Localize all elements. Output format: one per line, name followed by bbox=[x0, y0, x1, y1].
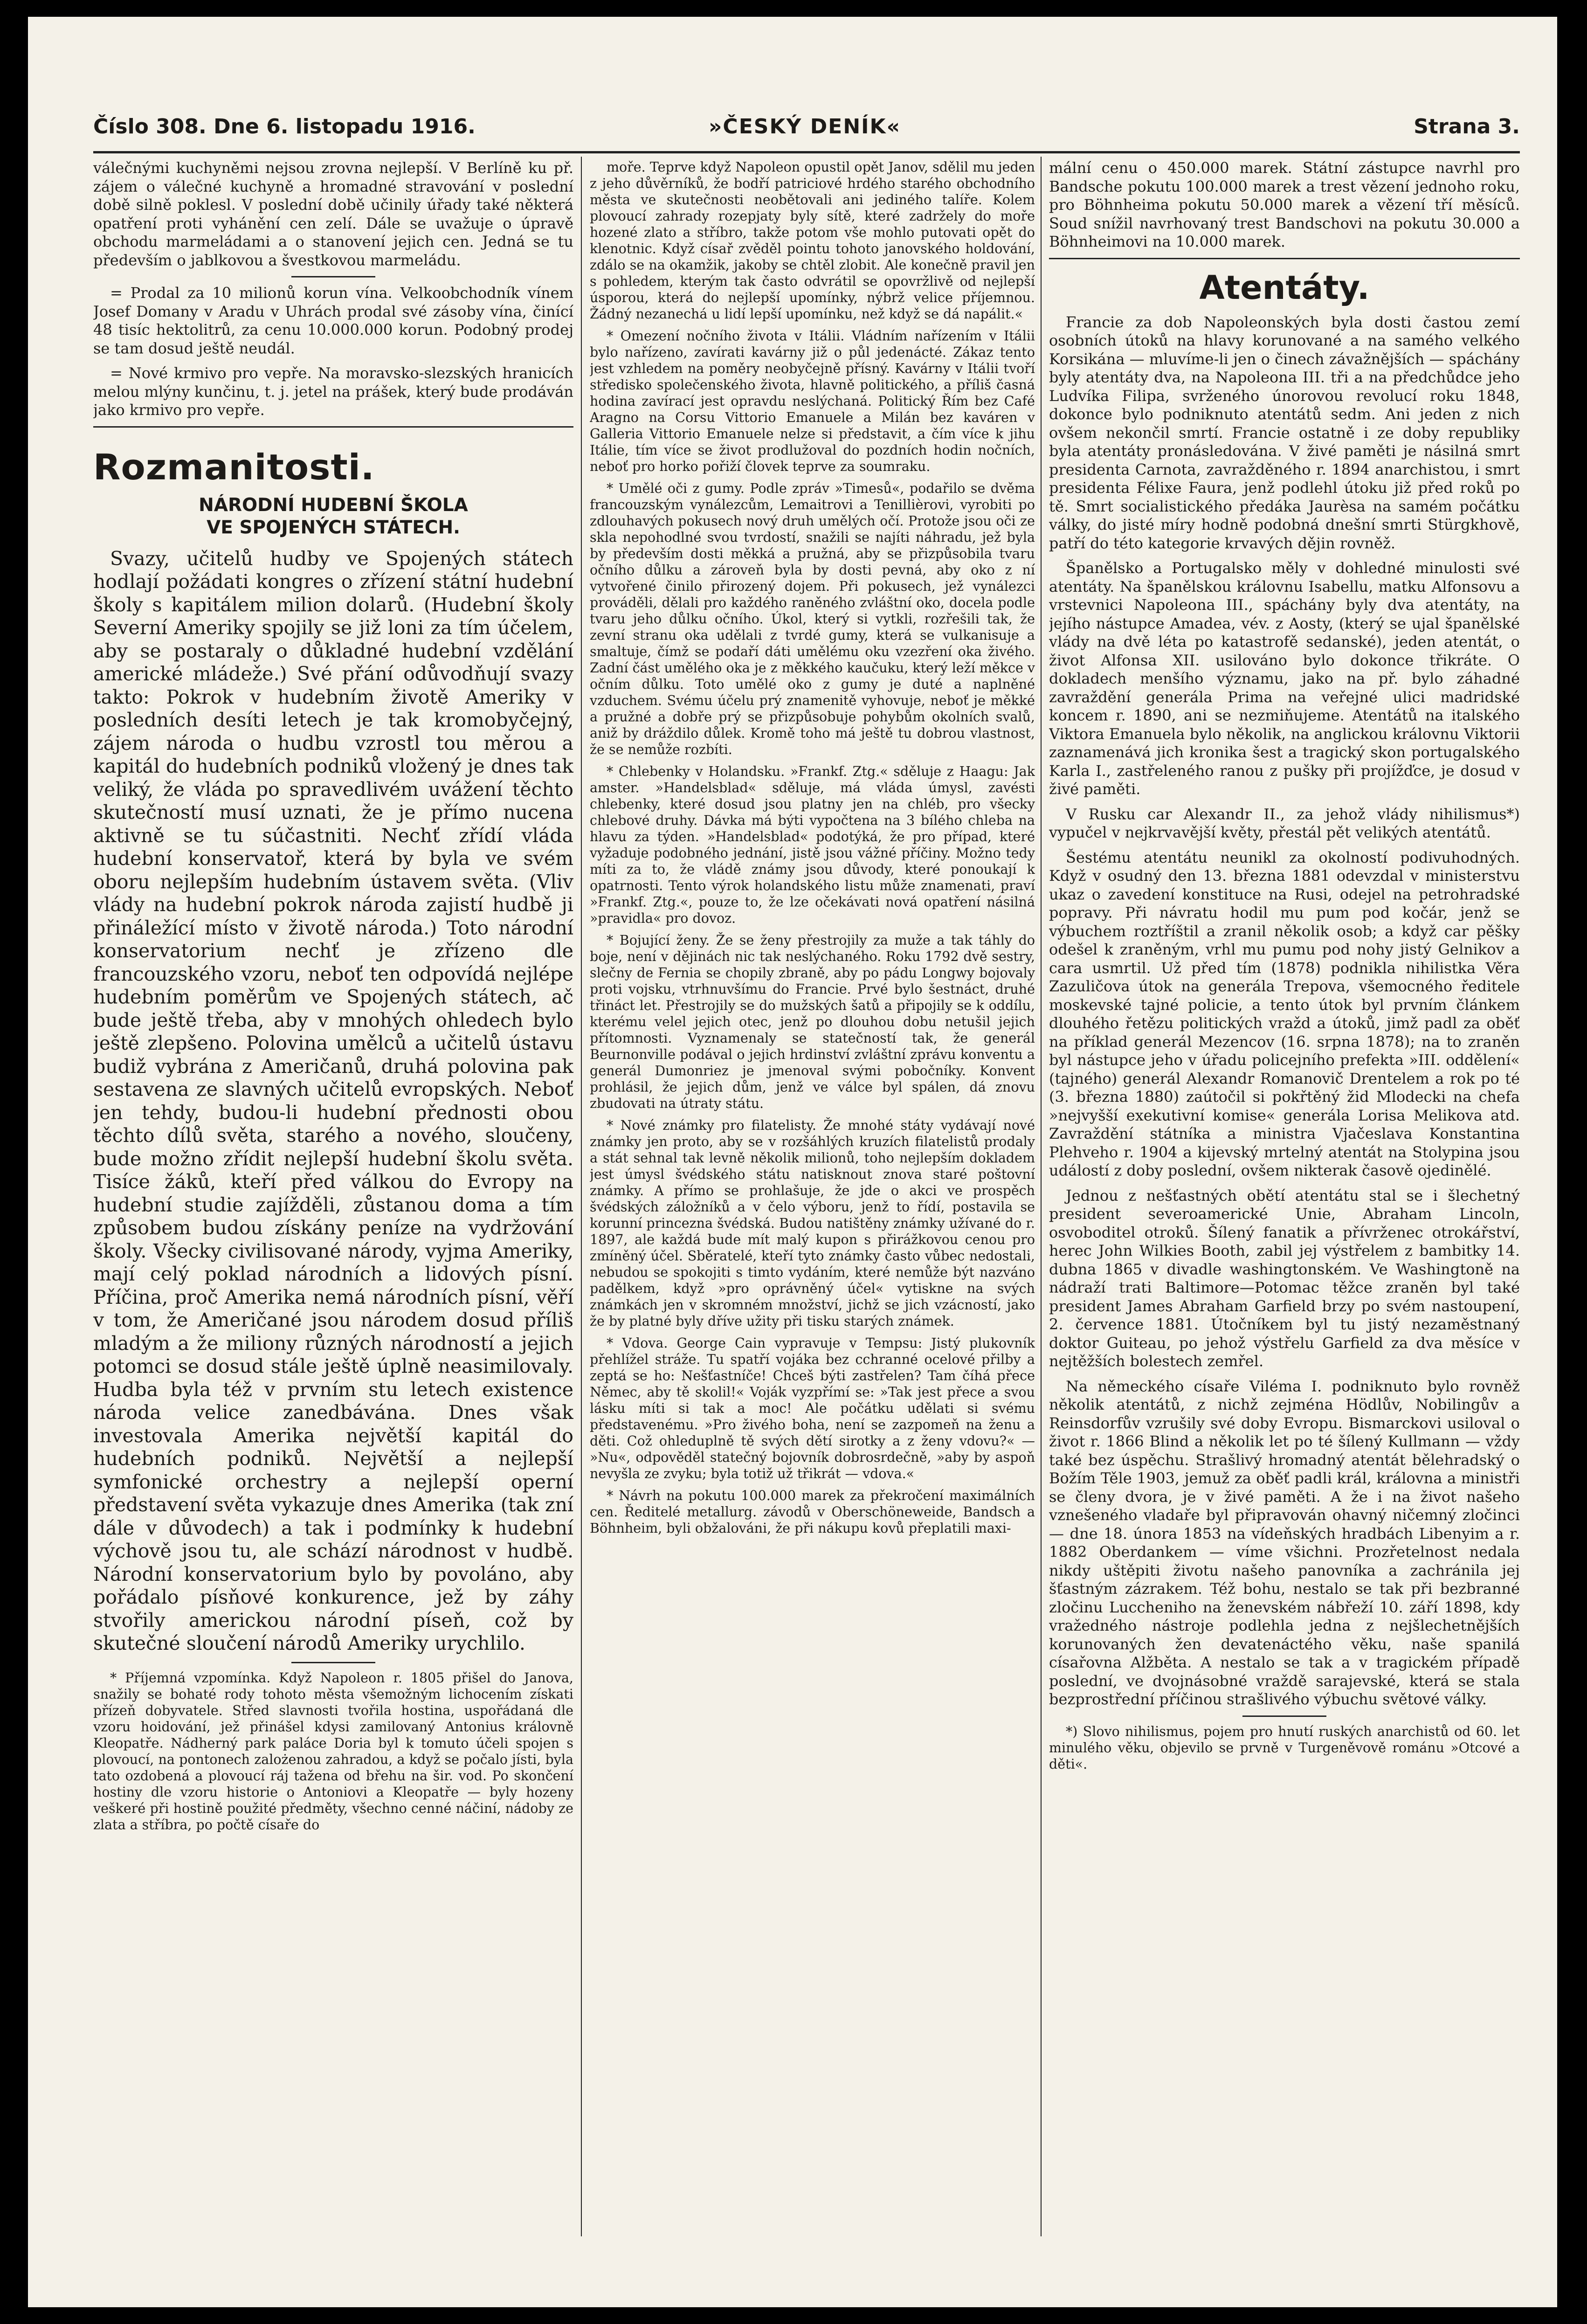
footnote: *) Slovo nihilismus, pojem pro hnutí ruských anarchistů od 60. let minulého věku, objevilo se prvně v Turgeněvově románu »Otcové a děti«. bbox=[1049, 1723, 1520, 1772]
headline-line: VE SPOJENÝCH STÁTECH. bbox=[207, 517, 460, 538]
column-3 bbox=[1049, 159, 1520, 2229]
text-paragraph: válečnými kuchyněmi nejsou zrovna nejlepší. V Berlíně ku př. zájem o válečné kuchyně a hromadné stravování v poslední době silně poklesl. V poslední době učinily úřady také některá opatření proti vyhánění cen zelí. Dále se uvažuje o úpravě obchodu marmeládami a o stanovení jejich cen. Jedná se tu především o jablkovou a švestkovou marmeládu. bbox=[93, 159, 573, 269]
masthead-rule bbox=[93, 151, 1520, 153]
newspaper-page bbox=[28, 17, 1557, 2307]
article-body: Na německého císaře Viléma I. podniknuto bylo rovněž několik atentátů, z nichž zejména Hödlův, Nobilingův a Reinsdorfův vzrušily své doby Evropu. Bismarckovi usiloval o život r. 1866 Blind a několik let po té šílený Kullmann — vždy také bez úspěchu. Strašlivý hromadný atentát bělehradský o Božím Těle 1903, jemuž za oběť padli král, královna a ministři se členy dvora, je v živé paměti. A že i na život našeho vznešeného vladaře byl připravován ohavný ničemný zločinci — dne 18. února 1853 na vídeňských hradbách Libenyim a r. 1882 Oberdankem — víme všichni. Prozřetelnost nedala nikdy uštěpiti životu našeho panovníka a zachránila jej šťastným zázrakem. Též bohu, nestalo se tak při bezbranné zločinu Luccheniho na ženevském nábřeží 10. září 1898, kdy vražedného nástroje podlehla jedna z nejšlechetnějších korunovaných žen devatenáctého věku, naše spanilá císařovna Alžběta. A nestalo se tak a v tragickém případě poslední, ve dvojnásobné vraždě sarajevské, která se stala bezprostřední příčinou strašlivého výbuchu světové války. bbox=[1049, 1377, 1520, 1708]
text-paragraph: * Vdova. George Cain vypravuje v Tempsu: Jistý plukovník přehlížel stráže. Tu spatří vojáka bez cchranné ocelové přilby a zeptá se ho: Nešťastníče! Chceš býti zastřelen? Tam číhá přece Němec, aby tě skolil!« Voják vyzpřímí se: »Tak jest přece a svou lásku míti si tak a moc! Ale počátku udělati si svému představenému. »Pro živého boha, není se zazpomeň na ženu a děti. Což ohleduplně tě svých dětí sirotky a z ženy vdovu?« — »Nu«, odpověděl statečný bojovník dobrosrdečně, »aby by aspoň nevyšla ze zvyku; byla totiž už třikrát — vdova.« bbox=[590, 1335, 1035, 1481]
article-headline bbox=[93, 494, 573, 539]
text-paragraph: * Příjemná vzpomínka. Když Napoleon r. 1805 přišel do Janova, snažily se bohaté rody tohoto města všemožným lichocením získati přízeň dobyvatele. Střed slavnosti tvořila hostina, uspořádaná dle vzoru hoidování, jež přinášel kdysi zamilovaný Antonius královně Kleopatře. Nádherný park paláce Doria byl k tomuto účeli spojen s plovoucí, na pontonech zalożenou zahradou, a když se počalo jísti, byla tato ozdobená a plovoucí ráj tažena od břehu na šir. vod. Po skončení hostiny dle vzoru historie o Antoniovi a Kleopatře — byly hozeny veškeré při hostině použité předměty, všechno cenné náčiní, nádoby ze zlata a stříbra, po počtě císaře do bbox=[93, 1670, 573, 1833]
text-paragraph: = Prodal za 10 milionů korun vína. Velkoobchodník vínem Josef Domany v Aradu v Uhrách prodal své zásoby vína, činící 48 tisíc hektolitrů, za cenu 10.000.000 korun. Podobný prodej se tam dosud ještě neudál. bbox=[93, 284, 573, 357]
issue-line: Číslo 308. Dne 6. listopadu 1916. bbox=[93, 115, 476, 138]
divider bbox=[1242, 1715, 1326, 1717]
text-paragraph: * Omezení nočního života v Itálii. Vládním nařízením v Itálii bylo nařízeno, zavírati kavárny již o půl jedenácté. Zákaz tento jest vzhledem na poměry neobyčejně přísný. Kavárny v Itálii tvoří středisko společenského života, hlavně politického, a příliš časná hodina zavírací jest opravdu neslýchaná. Politický Řím bez Café Aragno na Corsu Vittorio Emanuele a Milán bez kaváren v Galleria Vittorio Emanuele nelze si představit, a čím více k jihu Itálie, tím více se život prodlužoval do pozdních hodin nočních, neboť pro horko pořiží človek teprve za soumraku. bbox=[590, 328, 1035, 474]
divider bbox=[1049, 258, 1520, 259]
text-paragraph: moře. Teprve když Napoleon opustil opět Janov, sdělil mu jeden z jeho důvěrníků, že bodří patriciové hrdého starého obchodního města ve skutečnosti neobětovali ani jediného talíře. Kolem plovoucí zahrady rozepjaty byly sítě, které zadržely do moře hozené zlato a stříbro, takže potom vše mohlo putovati opět do klenotnic. Když císař zvěděl pointu tohoto janovského holdování, zdálo se na okamžik, jakoby se chtěl zlobit. Ale konečně pravil jen s pohledem, kterým tak často odvrátil se opovržlivě od nejlepší úsporou, která do nejlepší upomínky, nýbrž velice příjemnou. Žádný nezanechá u lidí lepší upomínku, než když se dá napálit.« bbox=[590, 159, 1035, 322]
divider bbox=[291, 276, 375, 277]
column-2 bbox=[590, 159, 1035, 2229]
text-paragraph: * Chlebenky v Holandsku. »Frankf. Ztg.« sděluje z Haagu: Jak amster. »Handelsblad« sděluje, má vláda úmysl, zavésti chlebenky, které dosud jsou platny jen na chléb, pro všecky chlebové druhy. Dávka má býti vypočtena na 3 bílého chleba na hlavu za týden. »Handelsblad« podotýká, že pro případ, které vyžaduje podobného jednání, jistě jsou vážné příčiny. Možno tedy míti za to, že vládě známy jsou důvody, které ponoukají k opatrnosti. Tento výrok holandského listu může znamenati, praví »Frankf. Ztg.«, pouze to, že lze očekávati nová opatření násilná »pravidla« pro dovoz. bbox=[590, 764, 1035, 926]
article-body: Šestému atentátu neunikl za okolností podivuhodných. Když v osudný den 13. března 1881 odevzdal v ministerstvu ukaz o zavedení konstituce na Rusi, odejel na petrohradské popravy. Při návratu hodil mu pum pod kočár, jenž se výbuchem roztříštil a zranil několik osob; a když car pěšky odešel k zraněným, vrhl mu pumu pod nohy jistý Gelnikov a cara usmrtil. Už před tím (1878) podnikla nihilistka Věra Zazuličova útok na generála Trepova, všemocného ředitele moskevské tajné policie, a tento útok byl prvním článkem dlouhého řetězu politických vražd a útoků, jimž padl za oběť na příklad generál Mezencov (16. srpna 1878); na to zraněn byl nástupce jeho v úřadu policejního prefekta »III. oddělení« (tajného) generál Alexandr Romanovič Drentelem a rok po té (3. března 1880) zaútočil si pokřtěný žid Mlodecki na chefa »nejvyšší exekutivní komise« generála Lorisa Melikova atd. Zavraždění státníka a ministra Vjačeslava Konstantina Plehveho r. 1904 a kijevský mrtelný atentát na Stolypina jsou událostí z doby poslední, ovšem nikterak časově ojedinělé. bbox=[1049, 848, 1520, 1179]
newspaper-title: »ČESKÝ DENÍK« bbox=[709, 115, 901, 138]
masthead bbox=[93, 105, 1520, 147]
article-body: Jednou z nešťastných obětí atentátu stal se i šlechetný president severoamerické Unie, Abraham Lincoln, osvoboditel otroků. Šílený fanatik a přívrženec otrokářství, herec John Wilkies Booth, zabil jej výstřelem z bambitky 14. dubna 1865 v divadle washingtonském. Ve Washingtoně na nádraží trati Baltimore—Potomac těžce zraněn byl také president James Abraham Garfield brzy po svém nastoupení, 2. července 1881. Útočníkem byl tu jistý nezaměstnaný doktor Guiteau, po jehož výstřelu Garfield za dva měsíce v nejtěžších bolestech zemřel. bbox=[1049, 1186, 1520, 1370]
page-number: Strana 3. bbox=[1414, 115, 1520, 138]
text-paragraph: mální cenu o 450.000 marek. Státní zástupce navrhl pro Bandsche pokutu 100.000 marek a trest vězení jednoho roku, pro Böhnheima pokutu 50.000 marek a vězení tří měsíců. Soud snížil navrhovaný trest Bandschovi na pokutu 30.000 a Böhnheimovi na 10.000 marek. bbox=[1049, 159, 1520, 250]
column-1 bbox=[93, 159, 573, 2229]
text-paragraph: * Umělé oči z gumy. Podle zpráv »Timesů«, podařilo se dvěma francouzským vynálezcům, Lemaitrovi a Tenillièrovi, vyrobiti po zdlouhavých pokusech nový druh umělých očí. Protože jsou oči ze skla nepohodlné svou tvrdostí, snažili se najíti náhradu, jež byla by především dosti měkká a pružná, aby se přizpůsobila tvaru očního důlku a zároveň byla by dosti pevná, aby oko z ní vytvořené činilo přirozený dojem. Při pokusech, jež vynálezci prováděli, dělali pro každého raněného zvláštní oko, docela podle tvaru jeho důlku očního. Úkol, který si vytkli, rozřešili tak, že zevní stranu oka udělali z tvrdé gumy, která se vulkanisuje a smaltuje, čímž se podaří dáti umělému oku vzezření oka živého. Zadní část umělého oka je z měkkého kaučuku, který leží měkce v očním důlku. Toto umělé oko z gumy je duté a naplněné vzduchem. Svému účelu prý znamenitě vyhovuje, neboť je měkké a pružné a dobře prý se přizpůsobuje pohybům okolních svalů, aniž by dráždilo důlek. Kromě toho má ještě tu dobrou vlastnost, že se nemůže rozbíti. bbox=[590, 481, 1035, 757]
headline-line: NÁRODNÍ HUDEBNÍ ŠKOLA bbox=[199, 494, 468, 516]
section-title: Atentáty. bbox=[1199, 268, 1370, 307]
text-paragraph: * Nové známky pro filatelisty. Že mnohé státy vydávají nové známky jen proto, aby se v rozšáhlých kruzích filatelistů prodaly a stát sehnal tak levně několik milionů, toho nejlepším dokladem jest úmysl švédského státu natisknout znova staré poštovní známky. A přímo se prohlašuje, že jde o akci ve prospěch švédských záložníků a v čelo výboru, jenž to řídí, postavila se korunní princezna švédská. Budou natištěny známky užívané do r. 1897, ale každá bude mít malý kupon s přirážkovou cenou pro zmíněný účel. Sběratelé, kteří tyto známky často vůbec nedostali, nebudou se spokojiti s timto vydáním, které nemůže být nazváno padělkem, když »pro oprávněný účel« vytiskne na svých známkách jen v skromném množství, jichž se jich vzácností, jako že by platné byly dříve užity při tisku starých známek. bbox=[590, 1118, 1035, 1329]
section-title: Rozmanitosti. bbox=[93, 446, 375, 488]
article-body: Španělsko a Portugalsko měly v dohledné minulosti své atentáty. Na španělskou královnu Isabellu, matku Alfonsovu a vrstevnici Napoleona III., spáchány byly dva atentáty, na jejího nástupce Amadea, vév. z Aosty, (který se ujal španělské vlády na dvě léta po katastrofě sedanské), jeden atentát, o život Alfonsa XII. usilováno bylo dokonce třikráte. O dokladech menšího významu, jako na př. bylo záhadné zavraždění generála Prima na veřejné ulici madridské koncem r. 1890, ani se nezmiňujeme. Atentátů na italského Viktora Emanuela bylo několik, na anglickou královnu Viktorii zaznamenává jich kronika šest a tragický skon portugalského Karla I., zastřeleného ranou z pušky při projížďce, je dosud v živé paměti. bbox=[1049, 559, 1520, 798]
article-body: Francie za dob Napoleonských byla dosti častou zemí osobních útoků na hlavy korunované a na samého velkého Korsikána — mluvíme-li jen o činech závažnějších — spáchány byly atentáty dva, na Napoleona III. tři a na předchůdce jeho Ludvíka Filipa, svrženého únorovou revolucí roku 1848, dokonce bylo podniknuto atentátů sedm. Ani jeden z nich ovšem nekončil smrtí. Francie ostatně i ze doby republiky byla atentáty pronásledována. V živé paměti je násilná smrt presidenta Carnota, zavražděného r. 1894 anarchistou, i smrt presidenta Félixe Faura, jenž podlehl útoku již před roků po tě. Smrt socialistického předáka Jaurèsa na samém počátku války, do jisté míry hodně podobná dnešní smrti Stürgkhově, patří do této kategorie krvavých dějin rovněž. bbox=[1049, 313, 1520, 552]
text-paragraph: = Nové krmivo pro vepře. Na moravsko-slezských hranicích melou mlýny kunčinu, t. j. jetel na prášek, který bude prodáván jako krmivo pro vepře. bbox=[93, 364, 573, 419]
article-body: V Rusku car Alexandr II., za jehož vlády nihilismus*) vypučel v nejkrvavější květy, přestál pět velikých atentátů. bbox=[1049, 805, 1520, 841]
text-paragraph: * Návrh na pokutu 100.000 marek za překročení maximálních cen. Ředitelé metallurg. závodů v Oberschöneweide, Bandsch a Böhnheim, byli obžalováni, že při nákupu kovů přeplatili maxi- bbox=[590, 1488, 1035, 1536]
divider bbox=[291, 1662, 375, 1663]
text-paragraph: * Bojující ženy. Že se ženy přestrojily za muže a tak táhly do boje, není v dějinách nic tak neslýchaného. Roku 1792 dvě sestry, slečny de Fernia se chopily zbraně, aby po pádu Longwy bojovaly proti vojsku, vtrhnuvšímu do Francie. Prvé bylo šestnáct, druhé třináct let. Přestrojily se do mužských šatů a připojily se k oddílu, kterému velel jejich otec, jenž po dlouhou dobu netušil jejich přítomnosti. Vyznamenaly se statečností tak, že generál Beurnonville podával o jejich hrdinství zvláštní zprávu konventu a generál Dumonriez je jmenoval svými pobočníky. Konvent prohlásil, že jejich dům, jenž ve válce byl spálen, dá znovu zbudovati na útraty státu. bbox=[590, 933, 1035, 1111]
column-divider bbox=[581, 157, 582, 2236]
column-divider bbox=[1041, 157, 1042, 2236]
article-body: Svazy, učitelů hudby ve Spojených státech hodlají požádati kongres o zřízení státní hudební školy s kapitálem milion dolarů. (Hudební školy Severní Ameriky spojily se již loni za tím účelem, aby se postaraly o důkladné hudební vzdělání americké mládeže.) Své přání odůvodňují svazy takto: Pokrok v hudebním životě Ameriky v posledních desíti letech je tak kromobyčejný, zájem národa o hudbu vzrostl tou měrou a kapitál do hudebních podniků vložený je dnes tak veliký, že vláda po spravedlivém uvážení těchto skutečností musí uznati, že je přímo nucena aktivně se tu súčastniti. Nechť zřídí vláda hudební konservatoř, která by byla ve svém oboru nejlepším hudebním ústavem světa. (Vliv vlády na hudební pokrok národa zajistí hudbě ji přináležící místo v životě národa.) Toto národní konservatorium nechť je zřízeno dle francouzského vzoru, neboť ten odpovídá nejlépe hudebním poměrům ve Spojených státech, ač bude ještě třeba, aby v mnohých ohledech bylo ještě zlepšeno. Polovina umělců a učitelů ústavu budiž vybrána z Američanů, druhá polovina pak sestavena ze slavných učitelů evropských. Neboť jen tehdy, budou-li hudební přednosti obou těchto dílů světa, starého a nového, sloučeny, bude možno zřídit nejlepší hudební školu světa. Tisíce žáků, kteří před válkou do Evropy na hudební studie zajížděli, zůstanou doma a tím způsobem budou získány peníze na vydržování školy. Všecky civilisované národy, vyjma Ameriky, mají celý poklad národních a lidových písní. Příčina, proč Amerika nemá národních písní, věří v tom, že Američané jsou národem dosud příliš mladým a že miliony různých národností a jejich potomci se dosud stále ještě úplně neasimilovaly. Hudba byla též v prvním stu letech existence národa velice zanedbávána. Dnes však investovala Amerika největší kapitál do hudebních podniků. Největší a nejlepší symfonické orchestry a nejlepší operní představení světa vykazuje dnes Amerika (tak zní dále v důvodech) a tak i podmínky k hudební výchově jsou tu, ale schází národnost v hudbě. Národní konservatorium bylo by povoláno, aby pořádalo písňové konkurence, jež by záhy stvořily americkou národní píseň, což by skutečné sloučení národů Ameriky urychlilo. bbox=[93, 547, 573, 1654]
divider bbox=[93, 426, 573, 428]
